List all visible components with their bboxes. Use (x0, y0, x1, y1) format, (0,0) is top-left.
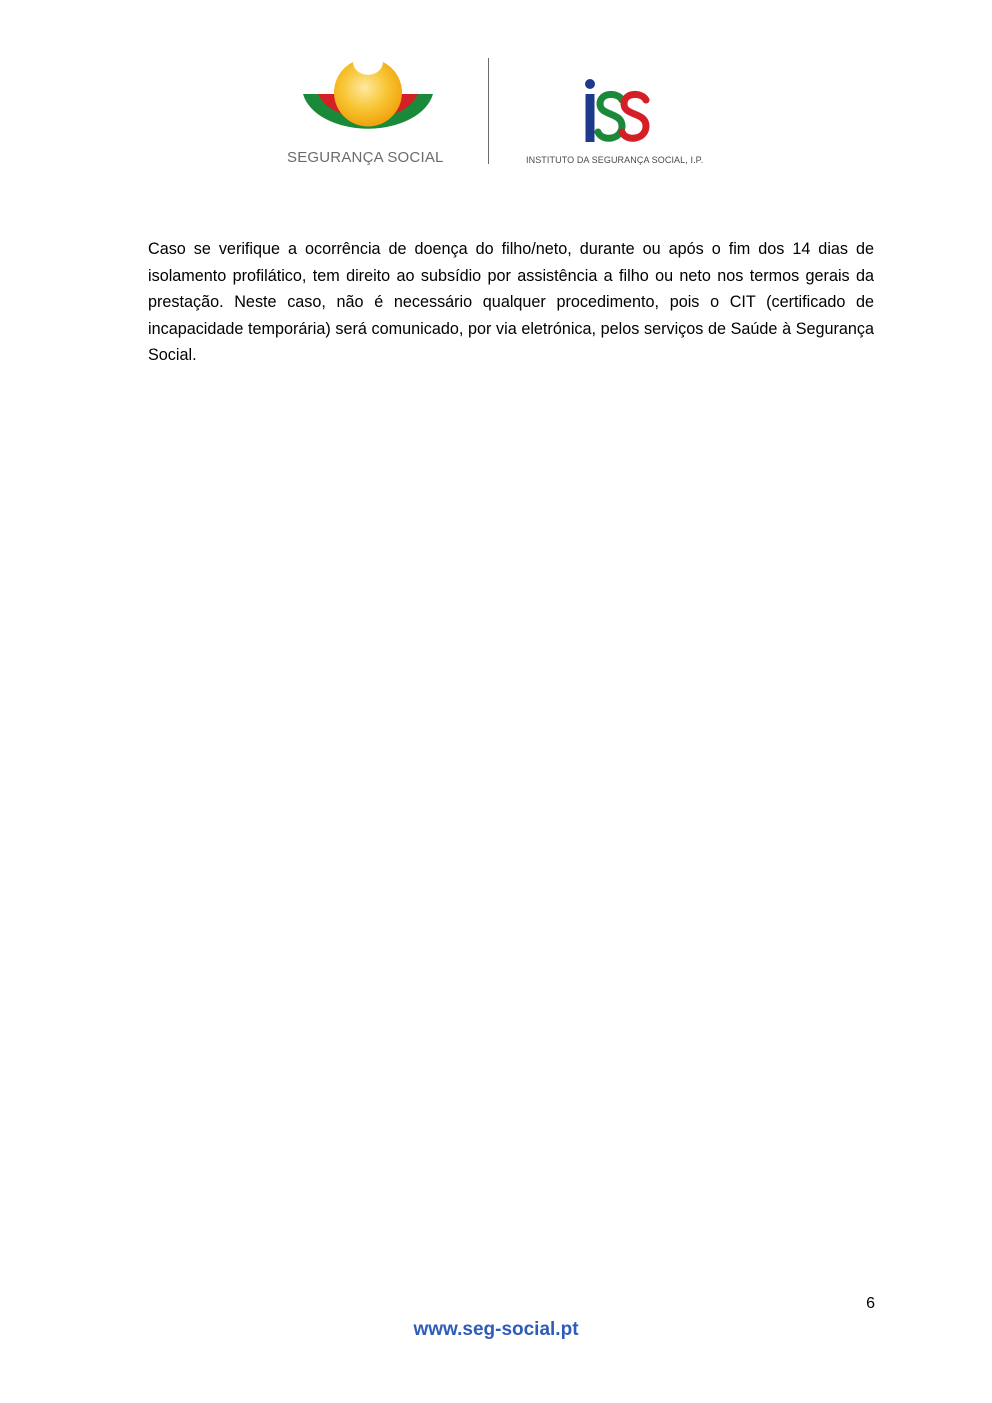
body-paragraph: Caso se verifique a ocorrência de doença do filho/neto, durante ou após o fim dos 14 dias de isolamento profilático, tem direito ao subsídio por assistência a filho ou neto nos termos gerais da prestação. Neste caso, não é necessário qualquer procedimento, pois o CIT (certificado de incapacidade temporária) será comunicado, por via eletrónica, pelos serviços de Saúde à Segurança Social. (148, 240, 874, 364)
iss-logo-text: INSTITUTO DA SEGURANÇA SOCIAL, I.P. (526, 155, 704, 165)
header-divider (488, 58, 489, 164)
iss-logo (578, 76, 654, 146)
page-number: 6 (866, 1295, 875, 1312)
page-header (0, 0, 992, 180)
seguranca-social-logo (298, 54, 438, 134)
seguranca-social-logo-text: SEGURANÇA SOCIAL (287, 149, 444, 166)
website-link[interactable]: www.seg-social.pt (413, 1319, 579, 1340)
